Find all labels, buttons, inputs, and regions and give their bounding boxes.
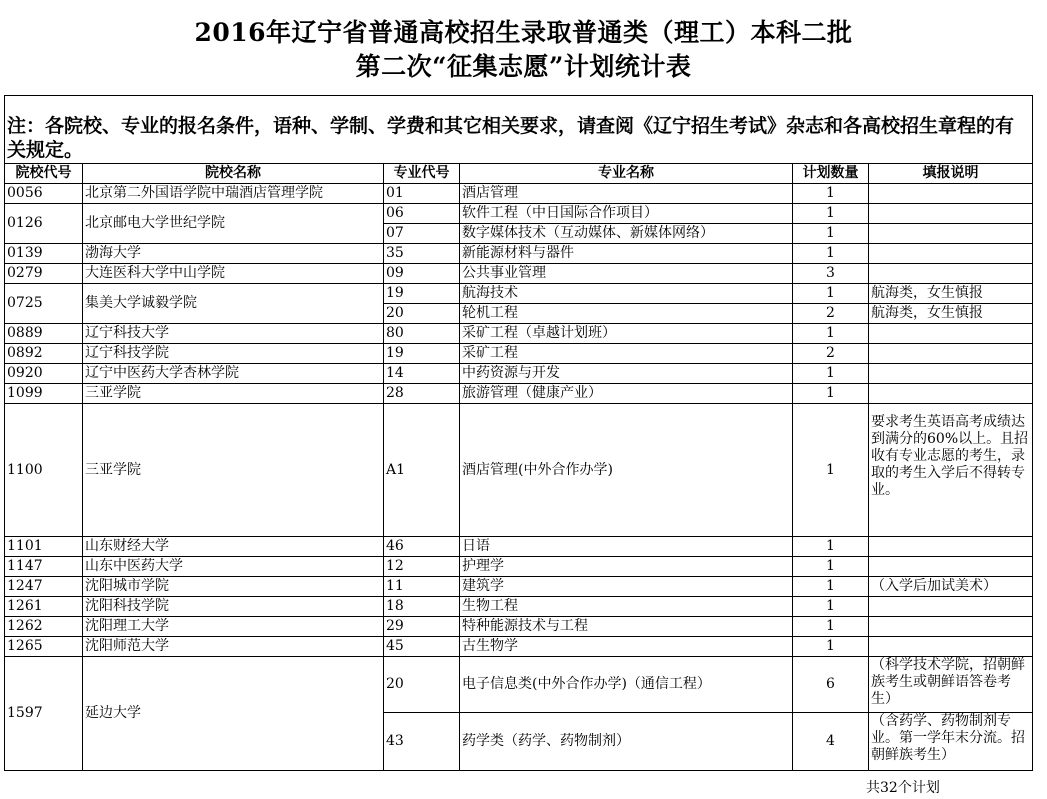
table-row [5, 364, 1033, 384]
major-name-cell: 中药资源与开发 [460, 364, 793, 384]
school-code-cell: 0725 [5, 284, 83, 324]
school-code-cell: 0056 [5, 184, 83, 204]
table-row [5, 264, 1033, 284]
table-row [5, 324, 1033, 344]
title-line-1: 2016年辽宁省普通高校招生录取普通类（理工）本科二批 [194, 18, 853, 47]
school-name-cell: 辽宁中医药大学杏林学院 [83, 364, 384, 384]
table-row [5, 557, 1033, 577]
plan-count-cell: 2 [793, 344, 869, 364]
major-code-cell: A1 [384, 404, 460, 537]
school-code-cell: 1100 [5, 404, 83, 537]
major-name-cell: 旅游管理（健康产业） [460, 384, 793, 404]
major-code-cell: 80 [384, 324, 460, 344]
school-name-cell: 集美大学诚毅学院 [83, 284, 384, 324]
plan-count-cell: 1 [793, 184, 869, 204]
major-code-cell: 19 [384, 284, 460, 304]
school-code-cell: 0889 [5, 324, 83, 344]
plan-count-cell: 1 [793, 204, 869, 224]
school-code-cell: 1147 [5, 557, 83, 577]
school-name-cell: 三亚学院 [83, 404, 384, 537]
total-plan-count: 共32个计划 [866, 780, 940, 796]
major-code-cell: 19 [384, 344, 460, 364]
major-name-cell: 航海技术 [460, 284, 793, 304]
note-row [5, 96, 1033, 164]
major-name-cell: 公共事业管理 [460, 264, 793, 284]
school-code-cell: 1247 [5, 577, 83, 597]
header-row [5, 164, 1033, 184]
major-code-cell: 07 [384, 224, 460, 244]
school-name-cell: 沈阳师范大学 [83, 637, 384, 657]
major-code-cell: 43 [384, 713, 460, 771]
major-code-cell: 20 [384, 304, 460, 324]
school-code-cell: 0126 [5, 204, 83, 244]
school-code-cell: 0279 [5, 264, 83, 284]
remark-cell [869, 324, 1033, 344]
school-code-cell: 1265 [5, 637, 83, 657]
plan-count-cell: 1 [793, 557, 869, 577]
school-name-cell: 三亚学院 [83, 384, 384, 404]
remark-cell [869, 264, 1033, 284]
note-text: 注：各院校、专业的报名条件，语种、学制、学费和其它相关要求，请查阅《辽宁招生考试》杂志和各高校招生章程的有关规定。 [5, 96, 1033, 164]
school-code-cell: 1597 [5, 657, 83, 771]
remark-cell [869, 637, 1033, 657]
plan-count-cell: 1 [793, 384, 869, 404]
header-plan-count: 计划数量 [793, 164, 869, 184]
school-name-cell: 北京邮电大学世纪学院 [83, 204, 384, 244]
major-name-cell: 采矿工程（卓越计划班） [460, 324, 793, 344]
remark-cell [869, 344, 1033, 364]
major-code-cell: 06 [384, 204, 460, 224]
school-name-cell: 延边大学 [83, 657, 384, 771]
major-code-cell: 29 [384, 617, 460, 637]
school-code-cell: 0920 [5, 364, 83, 384]
major-code-cell: 11 [384, 577, 460, 597]
major-name-cell: 古生物学 [460, 637, 793, 657]
major-code-cell: 20 [384, 657, 460, 713]
school-code-cell: 0892 [5, 344, 83, 364]
plan-count-cell: 1 [793, 284, 869, 304]
plan-count-cell: 1 [793, 537, 869, 557]
school-code-cell: 1261 [5, 597, 83, 617]
plan-count-cell: 6 [793, 657, 869, 713]
major-name-cell: 采矿工程 [460, 344, 793, 364]
plan-count-cell: 1 [793, 617, 869, 637]
major-name-cell: 软件工程（中日国际合作项目） [460, 204, 793, 224]
table-row [5, 537, 1033, 557]
table-row [5, 637, 1033, 657]
remark-cell [869, 597, 1033, 617]
header-major-name: 专业名称 [460, 164, 793, 184]
major-code-cell: 28 [384, 384, 460, 404]
major-name-cell: 酒店管理(中外合作办学) [460, 404, 793, 537]
table-row [5, 384, 1033, 404]
major-code-cell: 12 [384, 557, 460, 577]
major-code-cell: 35 [384, 244, 460, 264]
header-major-code: 专业代号 [384, 164, 460, 184]
school-name-cell: 沈阳科技学院 [83, 597, 384, 617]
title-line-2: 第二次“征集志愿”计划统计表 [355, 52, 692, 81]
table-row [5, 617, 1033, 637]
table-row [5, 344, 1033, 364]
plan-count-cell: 1 [793, 577, 869, 597]
header-school-code: 院校代号 [5, 164, 83, 184]
major-name-cell: 生物工程 [460, 597, 793, 617]
header-school-name: 院校名称 [83, 164, 384, 184]
remark-cell [869, 617, 1033, 637]
major-name-cell: 护理学 [460, 557, 793, 577]
school-name-cell: 辽宁科技大学 [83, 324, 384, 344]
plan-count-cell: 1 [793, 224, 869, 244]
remark-cell [869, 244, 1033, 264]
major-name-cell: 新能源材料与器件 [460, 244, 793, 264]
school-name-cell: 北京第二外国语学院中瑞酒店管理学院 [83, 184, 384, 204]
major-name-cell: 建筑学 [460, 577, 793, 597]
table-row [5, 184, 1033, 204]
plan-count-cell: 1 [793, 244, 869, 264]
major-name-cell: 药学类（药学、药物制剂） [460, 713, 793, 771]
remark-cell: 要求考生英语高考成绩达到满分的60%以上。且招收有专业志愿的考生，录取的考生入学后不得转专业。 [869, 404, 1033, 537]
table-row [5, 284, 1033, 304]
plan-count-cell: 1 [793, 637, 869, 657]
table-row [5, 657, 1033, 713]
school-name-cell: 沈阳城市学院 [83, 577, 384, 597]
school-name-cell: 沈阳理工大学 [83, 617, 384, 637]
major-code-cell: 46 [384, 537, 460, 557]
remark-cell [869, 384, 1033, 404]
plan-count-cell: 2 [793, 304, 869, 324]
school-name-cell: 山东中医药大学 [83, 557, 384, 577]
remark-cell: 航海类，女生慎报 [869, 304, 1033, 324]
major-code-cell: 45 [384, 637, 460, 657]
plan-count-cell: 4 [793, 713, 869, 771]
table-row [5, 597, 1033, 617]
major-code-cell: 14 [384, 364, 460, 384]
header-remarks: 填报说明 [869, 164, 1033, 184]
major-name-cell: 特种能源技术与工程 [460, 617, 793, 637]
remark-cell [869, 184, 1033, 204]
remark-cell [869, 224, 1033, 244]
school-code-cell: 1101 [5, 537, 83, 557]
remark-cell [869, 204, 1033, 224]
plan-table [4, 95, 1033, 771]
major-name-cell: 电子信息类(中外合作办学)（通信工程） [460, 657, 793, 713]
major-code-cell: 09 [384, 264, 460, 284]
remark-cell: （入学后加试美术） [869, 577, 1033, 597]
remark-cell [869, 537, 1033, 557]
table-row [5, 204, 1033, 224]
plan-count-cell: 1 [793, 324, 869, 344]
school-name-cell: 山东财经大学 [83, 537, 384, 557]
major-name-cell: 酒店管理 [460, 184, 793, 204]
plan-count-cell: 3 [793, 264, 869, 284]
remark-cell [869, 557, 1033, 577]
plan-count-cell: 1 [793, 364, 869, 384]
school-code-cell: 0139 [5, 244, 83, 264]
remark-cell: 航海类，女生慎报 [869, 284, 1033, 304]
school-name-cell: 辽宁科技学院 [83, 344, 384, 364]
major-name-cell: 轮机工程 [460, 304, 793, 324]
major-name-cell: 数字媒体技术（互动媒体、新媒体网络） [460, 224, 793, 244]
remark-cell [869, 364, 1033, 384]
remark-cell: （科学技术学院，招朝鲜族考生或朝鲜语答卷考生） [869, 657, 1033, 713]
school-name-cell: 大连医科大学中山学院 [83, 264, 384, 284]
school-code-cell: 1262 [5, 617, 83, 637]
school-code-cell: 1099 [5, 384, 83, 404]
table-row [5, 404, 1033, 537]
major-name-cell: 日语 [460, 537, 793, 557]
plan-count-cell: 1 [793, 404, 869, 537]
major-code-cell: 18 [384, 597, 460, 617]
plan-count-cell: 1 [793, 597, 869, 617]
major-code-cell: 01 [384, 184, 460, 204]
school-name-cell: 渤海大学 [83, 244, 384, 264]
remark-cell: （含药学、药物制剂专业。第一学年末分流。招朝鲜族考生） [869, 713, 1033, 771]
table-row [5, 577, 1033, 597]
table-row [5, 244, 1033, 264]
